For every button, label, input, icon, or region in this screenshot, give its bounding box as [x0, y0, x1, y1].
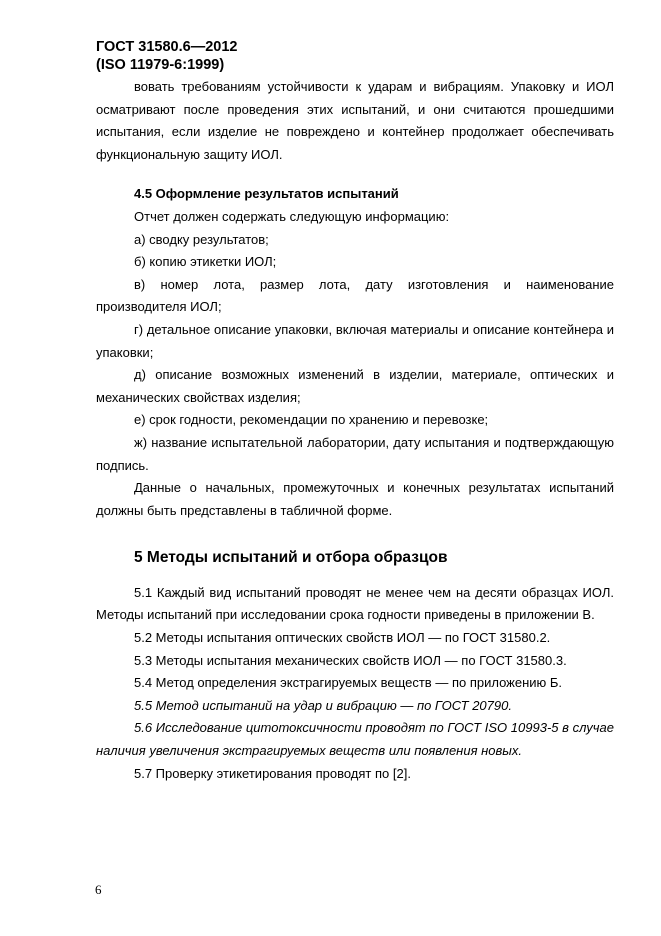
list-item: б) копию этикетки ИОЛ;: [134, 254, 277, 270]
continuation-paragraph: вовать требованиям устойчивости к ударам и вибрациям. Упаковку и ИОЛ осматривают после проведения этих испытаний, и они считаются прошедшими испытания, если изделие не повреждено и контейнер продолжает обеспечивать функциональную защиту ИОЛ.: [96, 79, 614, 162]
list-item: в) номер лота, размер лота, дату изготовления и наименование производителя ИОЛ;: [96, 276, 614, 315]
clause-5-2: 5.2 Методы испытания оптических свойств ИОЛ — по ГОСТ 31580.2.: [134, 630, 551, 646]
iso-reference: (ISO 11979-6:1999): [96, 57, 225, 73]
subsection-title: 4.5 Оформление результатов испытаний: [134, 186, 399, 202]
page-content: [96, 76, 614, 785]
list-item: ж) название испытательной лаборатории, дату испытания и подтверждающую подпись.: [96, 434, 614, 473]
clause-5-3: 5.3 Методы испытания механических свойств ИОЛ — по ГОСТ 31580.3.: [134, 652, 567, 668]
document-header: [96, 38, 237, 74]
clause-5-5: 5.5 Метод испытаний на удар и вибрацию — по ГОСТ 20790.: [134, 697, 512, 713]
section-title: 5 Методы испытаний и отбора образцов: [134, 549, 448, 567]
list-item: а) сводку результатов;: [134, 231, 269, 247]
subsection-intro: Отчет должен содержать следующую информацию:: [134, 208, 450, 224]
clause-5-7: 5.7 Проверку этикетирования проводят по [2].: [134, 765, 411, 781]
page-number: 6: [95, 882, 102, 897]
standard-number: ГОСТ 31580.6—2012: [96, 39, 238, 55]
clause-5-6: 5.6 Исследование цитотоксичности проводят по ГОСТ ISO 10993-5 в случае наличия увеличения экстрагируемых веществ или появления новых.: [96, 720, 614, 759]
clause-5-1: 5.1 Каждый вид испытаний проводят не менее чем на десяти образцах ИОЛ. Методы испытаний при исследовании срока годности приведены в приложении В.: [96, 584, 614, 623]
list-item: д) описание возможных изменений в изделии, материале, оптических и механических свойствах изделия;: [96, 367, 614, 405]
list-item: г) детальное описание упаковки, включая материалы и описание контейнера и упаковки;: [96, 321, 614, 360]
closing-paragraph: Данные о начальных, промежуточных и конечных результатах испытаний должны быть представлены в табличной форме.: [96, 480, 614, 518]
list-item: е) срок годности, рекомендации по хранению и перевозке;: [134, 412, 489, 428]
clause-5-4: 5.4 Метод определения экстрагируемых веществ — по приложению Б.: [134, 675, 563, 691]
